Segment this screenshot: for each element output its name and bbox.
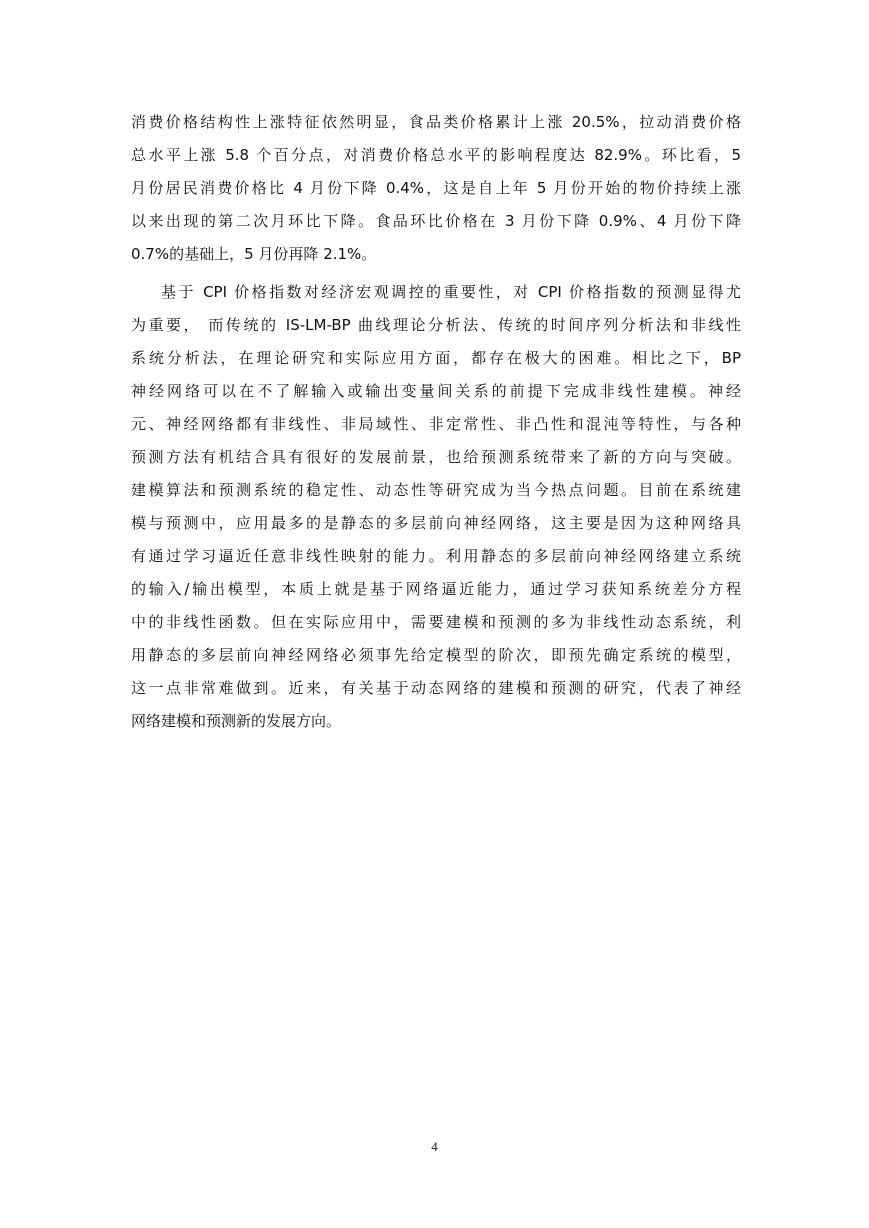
text-line: 基于 CPI 价格指数对经济宏观调控的重要性，对 CPI 价格指数的预测显得尤 (161, 283, 741, 301)
text-line: 的输入/输出模型，本质上就是基于网络逼近能力，通过学习获知系统差分方程 (131, 580, 741, 598)
text-line: 为重要， 而传统的 IS-LM-BP 曲线理论分析法、传统的时间序列分析法和非线性 (131, 316, 741, 334)
text-line: 总水平上涨 5.8 个百分点，对消费价格总水平的影响程度达 82.9%。环比看，5 (131, 146, 741, 164)
text-line: 0.7%的基础上，5 月份再降 2.1%。 (131, 245, 377, 263)
text-line: 这一点非常难做到。近来，有关基于动态网络的建模和预测的研究，代表了神经 (131, 679, 741, 697)
text-line: 消费价格结构性上涨特征依然明显，食品类价格累计上涨 20.5%，拉动消费价格 (131, 113, 741, 131)
body-text (131, 106, 741, 738)
text-line: 月份居民消费价格比 4 月份下降 0.4%，这是自上年 5 月份开始的物价持续上涨 (131, 179, 741, 197)
text-line: 建模算法和预测系统的稳定性、动态性等研究成为当今热点问题。目前在系统建 (131, 481, 741, 499)
paragraph-cpi-statistics (131, 106, 741, 271)
text-line: 中的非线性函数。但在实际应用中，需要建模和预测的多为非线性动态系统，利 (131, 613, 741, 631)
text-line: 有通过学习逼近任意非线性映射的能力。利用静态的多层前向神经网络建立系统 (131, 547, 741, 565)
text-line: 用静态的多层前向神经网络必须事先给定模型的阶次，即预先确定系统的模型， (131, 646, 741, 664)
text-line: 系统分析法，在理论研究和实际应用方面，都存在极大的困难。相比之下，BP (131, 349, 741, 367)
text-line: 预测方法有机结合具有很好的发展前景，也给预测系统带来了新的方向与突破。 (131, 448, 741, 466)
text-line: 模与预测中，应用最多的是静态的多层前向神经网络，这主要是因为这种网络具 (131, 514, 741, 532)
text-line: 以来出现的第二次月环比下降。食品环比价格在 3 月份下降 0.9%、4 月份下降 (131, 212, 741, 230)
paragraph-neural-network (131, 276, 741, 738)
text-line: 神经网络可以在不了解输入或输出变量间关系的前提下完成非线性建模。神经 (131, 382, 741, 400)
text-line: 元、神经网络都有非线性、非局域性、非定常性、非凸性和混沌等特性，与各种 (131, 415, 741, 433)
text-line: 网络建模和预测新的发展方向。 (131, 712, 342, 730)
page-number: 4 (431, 1139, 438, 1154)
